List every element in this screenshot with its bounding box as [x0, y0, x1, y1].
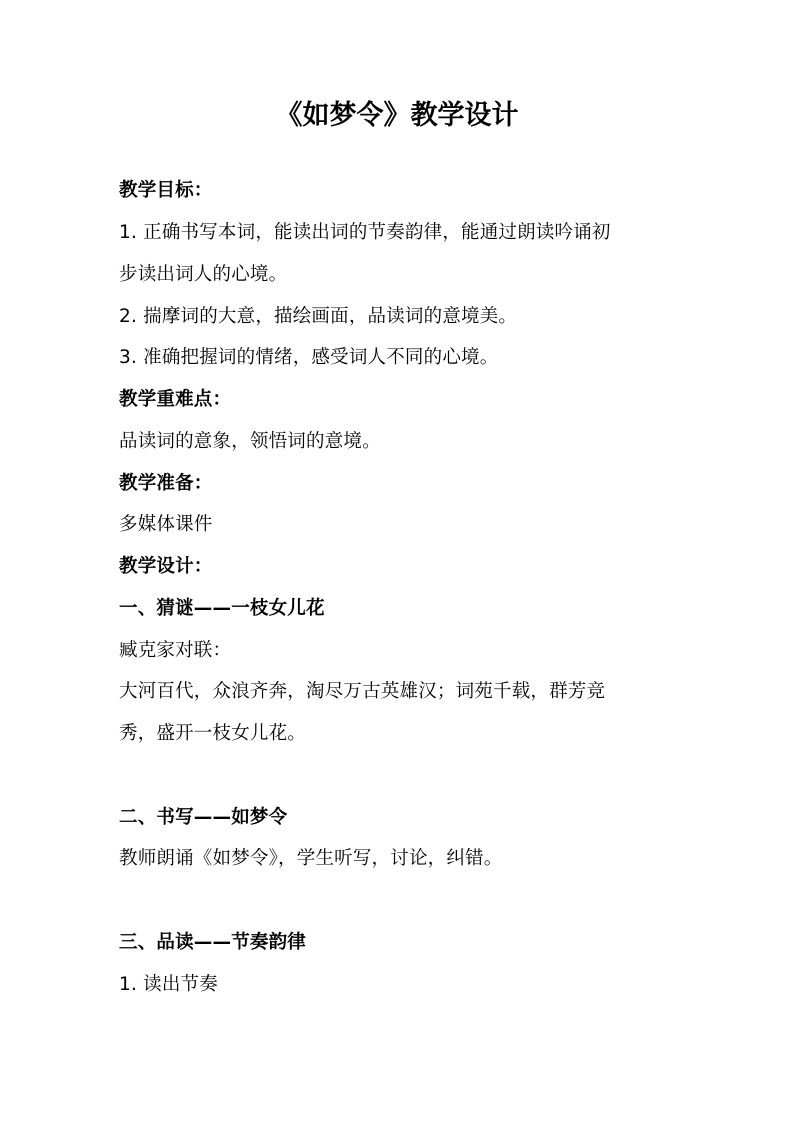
goal-1-line-2: 步读出词人的心境。	[119, 264, 288, 285]
heading-teaching-goals: 教学目标：	[119, 180, 213, 201]
section-3-heading: 三、品读——节奏韵律	[119, 932, 307, 953]
goal-2: 2. 揣摩词的大意，描绘画面，品读词的意境美。	[119, 306, 518, 327]
heading-teaching-design: 教学设计：	[119, 556, 213, 577]
key-points-text: 品读词的意象，领悟词的意境。	[119, 431, 381, 452]
preparation-text: 多媒体课件	[119, 514, 213, 535]
heading-key-points: 教学重难点：	[119, 389, 232, 410]
section-3-item-1: 1. 读出节奏	[119, 974, 218, 995]
heading-preparation: 教学准备：	[119, 473, 213, 494]
couplet-line-2: 秀，盛开一枝女儿花。	[119, 723, 307, 744]
couplet-line-1: 大河百代，众浪齐奔，淘尽万古英雄汉；词苑千载，群芳竞	[119, 681, 606, 702]
section-1-intro: 臧克家对联：	[119, 640, 232, 661]
goal-1-line-1: 1. 正确书写本词，能读出词的节奏韵律，能通过朗读吟诵初	[119, 222, 611, 243]
goal-3: 3. 准确把握词的情绪，感受词人不同的心境。	[119, 347, 499, 368]
section-2-text: 教师朗诵《如梦令》，学生听写，讨论，纠错。	[119, 848, 503, 869]
section-2-heading: 二、书写——如梦令	[119, 807, 288, 828]
section-1-heading: 一、猜谜——一枝女儿花	[119, 598, 325, 619]
document-title: 《如梦令》教学设计	[275, 100, 519, 131]
